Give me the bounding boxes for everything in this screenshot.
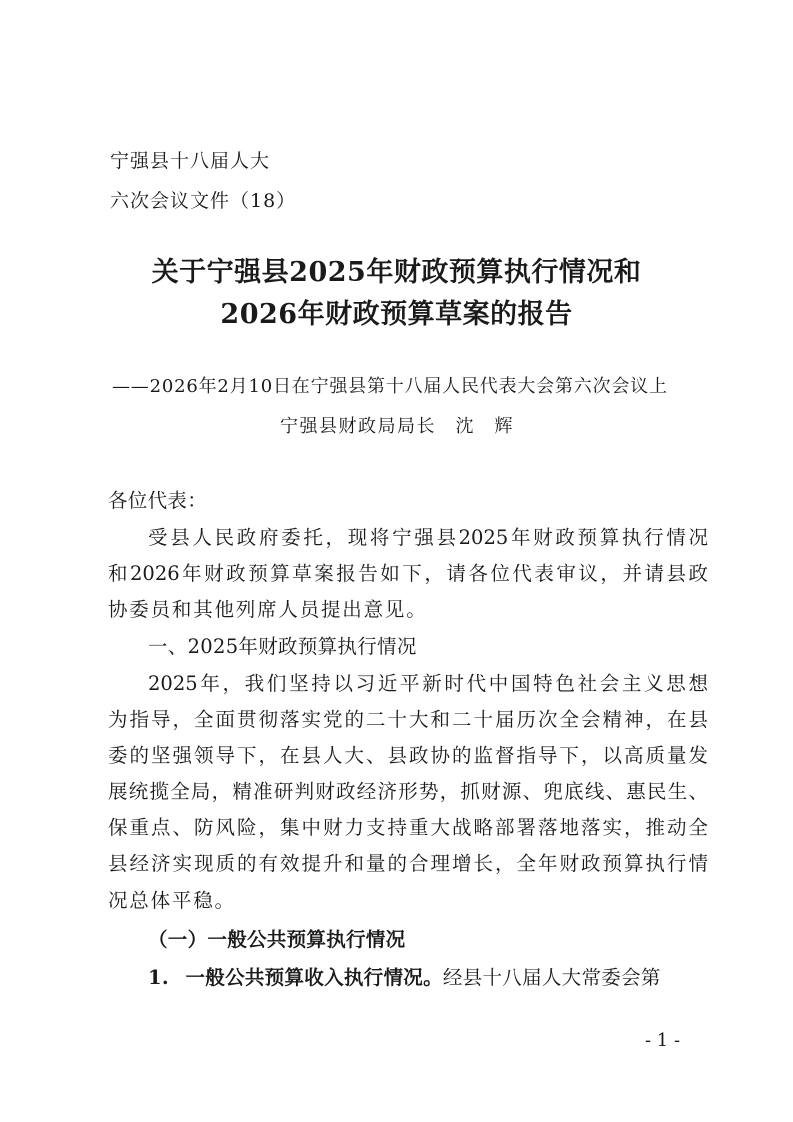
paragraph-2-line-3: 委的坚强领导下，在县人大、县政协的监督指导下，以高质量发 (108, 744, 708, 767)
report-occasion: ——2026年2月10日在宁强县第十八届人民代表大会第六次会议上 (112, 376, 668, 397)
paragraph-1-line-1: 受县人民政府委托，现将宁强县2025年财政预算执行情况 (148, 526, 708, 549)
report-title-line-2: 2026年财政预算草案的报告 (220, 299, 573, 330)
paragraph-2-line-6: 县经济实现质的有效提升和量的合理增长，全年财政预算执行情 (108, 852, 708, 875)
item-heading: 一般公共预算收入执行情况。 (185, 966, 443, 989)
paragraph-1-line-3: 协委员和其他列席人员提出意见。 (108, 598, 428, 621)
page-number: - 1 - (645, 1030, 681, 1051)
paragraph-2-line-4: 展统揽全局，精准研判财政经济形势，抓财源、兜底线、惠民生、 (108, 780, 708, 803)
item-text: 经县十八届人大常委会第 (442, 966, 661, 989)
paragraph-1-line-2: 和2026年财政预算草案报告如下，请各位代表审议，并请县政 (108, 562, 708, 585)
paragraph-2-line-5: 保重点、防风险，集中财力支持重大战略部署落地落实，推动全 (108, 816, 708, 839)
document-number: 六次会议文件（18） (110, 190, 297, 212)
session-label: 宁强县十八届人大 (110, 150, 271, 172)
report-title-line-1: 关于宁强县2025年财政预算执行情况和 (151, 257, 642, 288)
subsection-1-heading: （一）一般公共预算执行情况 (148, 928, 406, 951)
item-number: 1. (148, 966, 169, 989)
section-1-heading: 一、2025年财政预算执行情况 (148, 635, 417, 658)
paragraph-2-line-2: 为指导，全面贯彻落实党的二十大和二十届历次全会精神，在县 (108, 708, 708, 731)
paragraph-3-line-1 (148, 962, 661, 990)
report-author: 宁强县财政局局长 沈 辉 (280, 416, 514, 437)
paragraph-2-line-7: 况总体平稳。 (108, 889, 236, 912)
salutation: 各位代表： (108, 489, 208, 512)
paragraph-2-line-1: 2025年，我们坚持以习近平新时代中国特色社会主义思想 (148, 672, 708, 695)
